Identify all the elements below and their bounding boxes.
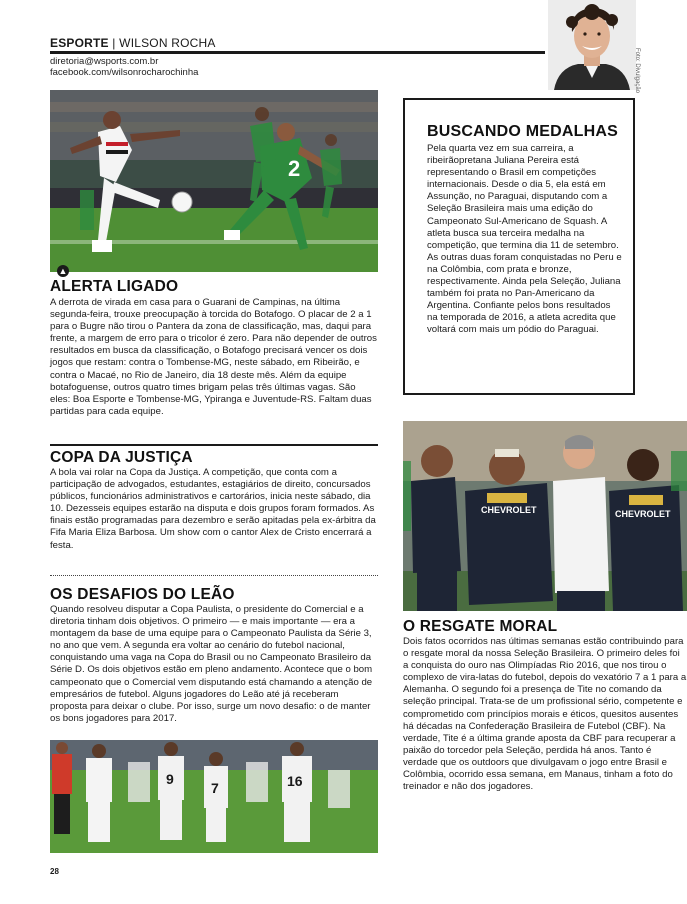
match-photo-comercial — [50, 740, 378, 853]
header-separator: | — [112, 36, 116, 50]
column-header — [50, 36, 545, 50]
headline-desafios-do-leao: OS DESAFIOS DO LEÃO — [50, 586, 235, 603]
rule-copa — [50, 444, 378, 446]
sponsor-chevrolet-right: CHEVROLET — [615, 509, 671, 519]
headline-resgate-moral: O RESGATE MORAL — [403, 618, 558, 635]
body-buscando-medalhas: Pela quarta vez em sua carreira, a ribeirãopretana Juliana Pereira está representando o Brasil em competições internacionais. Desde o dia 5, ela está em Assunção, no Paraguai, disputando com a Seleção Brasileira mais uma edição do Campeonato Sul-Americano de Squash. A atleta busca sua terceira medalha na competição, que termina dia 11 de setembro. As outras duas foram conquistadas no Peru e na Colômbia, com prata e bronze, respectivamente. Ainda pela Seleção, Juliana também foi prata no Pan-Americano da Argentina. Confiante pelos bons resultados na temporada de 2016, a atleta acredita que voltará com mais um pódio do Paraguai. — [427, 143, 622, 336]
player-white-1 — [86, 744, 112, 842]
section-line — [50, 36, 545, 50]
contact-block — [50, 56, 198, 78]
headline-alerta-ligado: ALERTA LIGADO — [50, 278, 179, 295]
sponsor-chevrolet-center: CHEVROLET — [481, 505, 537, 515]
referee — [52, 742, 72, 834]
headline-buscando-medalhas: BUSCANDO MEDALHAS — [427, 123, 618, 140]
author-facebook: facebook.com/wilsonrocharochinha — [50, 67, 199, 78]
body-resgate-moral: Dois fatos ocorridos nas últimas semanas estão contribuindo para o resgate moral da nossa Seleção Brasileira. O primeiro deles foi a conquista do ouro nas Olimpíadas Rio 2016, que nos tirou o complexo de vira-latas do futebol, depois do vexatório 7 a 1 para a Alemanha. O segundo foi a presença de Tite no comando da seleção principal. Trata-se de um profissional sério, competente e comprometido com princípios morais e éticos, quesitos ausentes há décadas na Confederação Brasileira de Futebol (CBF). Na verdade, Tite é a última grande aposta da CBF para recuperar a paixão do torcedor pela Seleção, perdida há anos. Tanto é verdade que os outdoors que divulgavam o jogo entre Brasil e Colômbia, ocorrido essa semana, em Manaus, tinham a foto do treinador e não dos jogadores. — [403, 636, 687, 793]
player-white-9 — [158, 742, 184, 840]
author-name: WILSON ROCHA — [119, 36, 216, 50]
jersey-number-9: 9 — [166, 771, 174, 787]
body-alerta-ligado: A derrota de virada em casa para o Guarani de Campinas, na última segunda-feira, trouxe preocupação à torcida do Botafogo. O placar de 2 a 1 para o Bugre não tirou o Pantera da zona de classificação, mas, daqui para frente, a margem de erro para o tricolor é zero. Para não depender de outros resultados em busca da classificação, o Botafogo precisará vencer os dois jogos que restam: contra o Tombense-MG, neste sábado, em Ribeirão, e contra o Macaé, no Rio de Janeiro, dia 18 deste mês. Além da equipe botafoguense, outros quatro times brigam pelas três últimas vagas. São eles: Boa Esporte e Tombense-MG, Ypiranga e Juventude-RS. Faltam duas partidas para cada equipe. — [50, 297, 377, 417]
author-portrait — [548, 0, 636, 90]
rule-leao — [50, 575, 378, 576]
match-photo-botafogo — [50, 90, 378, 272]
author-email: diretoria@wsports.com.br — [50, 56, 159, 67]
body-copa-da-justica: A bola vai rolar na Copa da Justiça. A competição, que conta com a participação de advogados, estudantes, estagiários de direito, concursados públicos, funcionários administrativos e cartorários, inicia neste sábado, dia 10. Dezesseis equipes estarão na disputa e dois grupos foram formados. As finais estão programadas para dezembro e serão apitadas pela ex-árbitra da Fifa Maria Eliza Barbosa. Um show com o cantor Alex de Cristo encerrará a festa. — [50, 467, 376, 551]
section-name: ESPORTE — [50, 36, 109, 50]
page-number: 28 — [50, 867, 59, 876]
portrait-illustration — [548, 0, 636, 90]
headline-copa-da-justica: COPA DA JUSTIÇA — [50, 449, 193, 466]
jersey-number-2: 2 — [288, 156, 301, 181]
body-desafios-do-leao: Quando resolveu disputar a Copa Paulista, o presidente do Comercial e a diretoria tinham dois objetivos. O primeiro — e mais importante — era a montagem da base de uma equipe para o Campeonato Paulista da Série 3, no ano que vem. A segunda era voltar ao cenário do futebol nacional, conquistando uma vaga na Copa do Brasil ou no Campeonato Brasileiro da Série D. Os dois objetivos estão em pleno andamento. Acontece que o bom campeonato que o Comercial vem disputando está chamando a atenção de empresários de futebol. Alguns jogadores do Leão até já receberam proposta para deixar o clube. Por isso, surge um novo desafio: o de manter os bons jogadores para 2017. — [50, 604, 373, 724]
jersey-number-7: 7 — [211, 780, 219, 796]
header-rule — [50, 51, 545, 54]
photo-credit: Foto: Divulgação — [634, 48, 640, 94]
player-white-16 — [282, 742, 312, 842]
team-photo-selecao — [403, 421, 687, 611]
arrow-up-icon: ▲ — [58, 266, 68, 276]
jersey-number-16: 16 — [287, 773, 303, 789]
